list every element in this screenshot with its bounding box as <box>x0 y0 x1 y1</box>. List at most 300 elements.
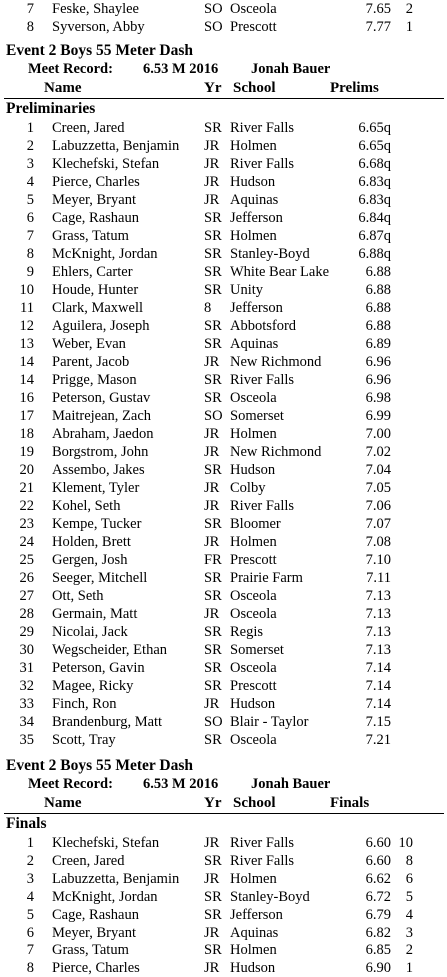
mark-cell: 7.02 <box>365 444 391 460</box>
school-cell: Holmen <box>230 942 277 959</box>
result-row <box>0 870 447 888</box>
year-cell: JR <box>204 606 220 622</box>
result-row <box>0 227 447 245</box>
meet-record-label: Meet Record: <box>28 61 113 77</box>
year-cell: SR <box>204 282 222 298</box>
place-cell: 34 <box>19 714 34 730</box>
athlete-name: Germain, Matt <box>52 606 138 622</box>
school-cell: Prescott <box>230 678 277 694</box>
year-cell: SO <box>204 408 223 424</box>
column-header <box>0 794 447 812</box>
result-row <box>0 515 447 533</box>
athlete-name: Pierce, Charles <box>52 174 140 190</box>
athlete-name: Gergen, Josh <box>52 552 128 568</box>
mark-cell: 6.88 <box>365 282 391 298</box>
school-cell: Unity <box>230 282 264 298</box>
result-row <box>0 924 447 942</box>
result-row <box>0 605 447 623</box>
header-mark: Finals <box>330 795 370 811</box>
year-cell: SR <box>204 942 222 959</box>
result-row <box>0 353 447 371</box>
mark-cell: 7.06 <box>365 498 391 514</box>
place-cell: 16 <box>19 390 34 406</box>
year-cell: SR <box>204 372 222 388</box>
athlete-name: Parent, Jacob <box>52 354 130 370</box>
mark-cell: 7.07 <box>365 516 391 532</box>
result-row <box>0 623 447 641</box>
result-row <box>0 389 447 407</box>
athlete-name: Labuzzetta, Benjamin <box>52 138 180 154</box>
meet-record-holder: Jonah Bauer <box>251 61 331 77</box>
mark-cell: 6.72 <box>365 888 391 905</box>
year-cell: JR <box>204 924 220 941</box>
year-cell: JR <box>204 696 220 712</box>
place-cell: 4 <box>26 888 34 905</box>
school-cell: Osceola <box>230 732 277 748</box>
result-row <box>0 569 447 587</box>
athlete-name: Magee, Ricky <box>52 678 134 694</box>
school-cell: Osceola <box>230 660 277 676</box>
school-cell: Colby <box>230 480 266 496</box>
athlete-name: Ehlers, Carter <box>52 264 133 280</box>
place-cell: 20 <box>19 462 34 478</box>
place-cell: 5 <box>26 192 34 208</box>
result-row <box>0 659 447 677</box>
place-cell: 30 <box>19 642 34 658</box>
place-cell: 35 <box>19 732 34 748</box>
result-row <box>0 443 447 461</box>
year-cell: SR <box>204 852 222 869</box>
school-cell: Osceola <box>230 390 277 406</box>
place-cell: 7 <box>26 1 34 17</box>
place-cell: 29 <box>19 624 34 640</box>
header-rule <box>4 813 444 814</box>
place-cell: 11 <box>20 300 34 316</box>
school-cell: River Falls <box>230 835 295 851</box>
year-cell: FR <box>204 552 222 568</box>
result-row <box>0 119 447 137</box>
year-cell: SR <box>204 660 222 676</box>
athlete-name: Brandenburg, Matt <box>52 714 163 730</box>
year-cell: JR <box>204 192 220 208</box>
athlete-name: Wegscheider, Ethan <box>52 642 168 658</box>
result-row <box>0 155 447 173</box>
mark-cell: 6.90 <box>365 960 391 977</box>
school-cell: New Richmond <box>230 354 322 370</box>
mark-cell: 6.79 <box>365 906 391 923</box>
athlete-name: Kohel, Seth <box>52 498 121 514</box>
place-cell: 12 <box>19 318 34 334</box>
school-cell: Holmen <box>230 426 277 442</box>
result-row <box>0 677 447 695</box>
athlete-name: Maitrejean, Zach <box>52 408 152 424</box>
place-cell: 22 <box>19 498 34 514</box>
school-cell: White Bear Lake <box>230 264 330 280</box>
place-cell: 10 <box>19 282 34 298</box>
place-cell: 32 <box>19 678 34 694</box>
school-cell: Abbotsford <box>230 318 297 334</box>
result-row <box>0 461 447 479</box>
event-title: Event 2 Boys 55 Meter Dash <box>6 757 193 774</box>
year-cell: JR <box>204 174 220 190</box>
meet-record-label: Meet Record: <box>28 776 113 792</box>
athlete-name: Syverson, Abby <box>52 19 145 35</box>
place-cell: 7 <box>26 228 34 244</box>
school-cell: Blair - Taylor <box>230 714 309 730</box>
year-cell: JR <box>204 156 220 172</box>
place-cell: 4 <box>26 174 34 190</box>
school-cell: Jefferson <box>230 210 283 226</box>
school-cell: Aquinas <box>230 924 279 941</box>
year-cell: JR <box>204 870 220 887</box>
school-cell: Holmen <box>230 870 277 887</box>
place-cell: 18 <box>19 426 34 442</box>
year-cell: JR <box>204 426 220 442</box>
year-cell: JR <box>204 835 220 851</box>
place-cell: 2 <box>26 138 34 154</box>
place-cell: 8 <box>26 19 34 35</box>
mark-cell: 7.14 <box>365 660 391 676</box>
year-cell: SR <box>204 570 222 586</box>
athlete-name: Meyer, Bryant <box>52 924 136 941</box>
mark-cell: 7.65 <box>365 1 391 17</box>
year-cell: JR <box>204 354 220 370</box>
athlete-name: Cage, Rashaun <box>52 210 139 226</box>
year-cell: JR <box>204 498 220 514</box>
place-cell: 9 <box>26 264 34 280</box>
mark-cell: 6.60 <box>365 835 391 851</box>
section-title: Preliminaries <box>6 100 96 117</box>
school-cell: Hudson <box>230 696 276 712</box>
school-cell: Bloomer <box>230 516 281 532</box>
year-cell: JR <box>204 534 220 550</box>
result-row <box>0 425 447 443</box>
school-cell: River Falls <box>230 498 295 514</box>
mark-cell: 6.88 <box>365 264 391 280</box>
year-cell: SO <box>204 19 223 35</box>
header-rule <box>4 98 444 99</box>
points-cell: 8 <box>405 852 413 869</box>
mark-cell: 7.08 <box>365 534 391 550</box>
year-cell: SR <box>204 516 222 532</box>
school-cell: Aquinas <box>230 192 279 208</box>
athlete-name: Borgstrom, John <box>52 444 149 460</box>
mark-cell: 7.00 <box>365 426 391 442</box>
place-cell: 26 <box>19 570 34 586</box>
mark-cell: 6.62 <box>365 870 391 887</box>
mark-cell: 7.14 <box>365 678 391 694</box>
mark-cell: 6.60 <box>365 852 391 869</box>
place-cell: 8 <box>26 246 34 262</box>
athlete-name: Finch, Ron <box>52 696 117 712</box>
year-cell: SR <box>204 228 222 244</box>
school-cell: Somerset <box>230 408 284 424</box>
points-cell: 3 <box>405 924 413 941</box>
place-cell: 33 <box>19 696 34 712</box>
result-row <box>0 407 447 425</box>
points-cell: 10 <box>398 835 413 851</box>
result-row <box>0 497 447 515</box>
year-cell: SR <box>204 624 222 640</box>
result-row <box>0 906 447 924</box>
year-cell: SR <box>204 588 222 604</box>
athlete-name: Nicolai, Jack <box>52 624 128 640</box>
school-cell: Holmen <box>230 534 277 550</box>
section-title: Finals <box>6 815 47 832</box>
school-cell: River Falls <box>230 852 295 869</box>
year-cell: SO <box>204 714 223 730</box>
result-row <box>0 209 447 227</box>
points-cell: 2 <box>405 1 413 17</box>
result-row <box>0 281 447 299</box>
result-row <box>0 587 447 605</box>
place-cell: 24 <box>19 534 34 550</box>
athlete-name: Grass, Tatum <box>52 228 129 244</box>
result-row <box>0 479 447 497</box>
athlete-name: Ott, Seth <box>52 588 104 604</box>
year-cell: SO <box>204 1 223 17</box>
mark-cell: 6.98 <box>365 390 391 406</box>
school-cell: Holmen <box>230 138 277 154</box>
result-row <box>0 137 447 155</box>
year-cell: SR <box>204 336 222 352</box>
athlete-name: Weber, Evan <box>52 336 126 352</box>
year-cell: SR <box>204 390 222 406</box>
mark-cell: 6.99 <box>365 408 391 424</box>
mark-cell: 6.88 <box>365 318 391 334</box>
school-cell: Jefferson <box>230 906 283 923</box>
athlete-name: McKnight, Jordan <box>52 888 158 905</box>
result-row <box>0 317 447 335</box>
school-cell: Stanley-Boyd <box>230 888 310 905</box>
mark-cell: 6.88 <box>365 300 391 316</box>
mark-cell: 7.13 <box>365 642 391 658</box>
result-row <box>0 245 447 263</box>
place-cell: 13 <box>19 336 34 352</box>
year-cell: JR <box>204 480 220 496</box>
place-cell: 7 <box>26 942 34 959</box>
athlete-name: Peterson, Gavin <box>52 660 145 676</box>
athlete-name: Klement, Tyler <box>52 480 140 496</box>
points-cell: 6 <box>405 870 413 887</box>
result-row <box>0 713 447 731</box>
athlete-name: Creen, Jared <box>52 852 125 869</box>
year-cell: SR <box>204 642 222 658</box>
result-row <box>0 641 447 659</box>
year-cell: SR <box>204 732 222 748</box>
mark-cell: 6.96 <box>365 354 391 370</box>
mark-cell: 7.04 <box>365 462 391 478</box>
mark-cell: 7.14 <box>365 696 391 712</box>
place-cell: 3 <box>26 870 34 887</box>
school-cell: Prairie Farm <box>230 570 303 586</box>
athlete-name: Klechefski, Stefan <box>52 835 160 851</box>
athlete-name: Pierce, Charles <box>52 960 140 977</box>
place-cell: 28 <box>19 606 34 622</box>
result-row <box>0 941 447 959</box>
place-cell: 2 <box>26 852 34 869</box>
athlete-name: Clark, Maxwell <box>52 300 144 316</box>
school-cell: River Falls <box>230 120 295 136</box>
school-cell: Hudson <box>230 174 276 190</box>
mark-cell: 6.65q <box>358 138 391 154</box>
meet-record-mark: 6.53 M 2016 <box>143 61 219 77</box>
school-cell: Aquinas <box>230 336 279 352</box>
athlete-name: Scott, Tray <box>52 732 116 748</box>
place-cell: 6 <box>26 924 34 941</box>
mark-cell: 6.82 <box>365 924 391 941</box>
mark-cell: 6.84q <box>358 210 391 226</box>
result-row <box>0 533 447 551</box>
header-school: School <box>233 80 276 96</box>
school-cell: Hudson <box>230 960 276 977</box>
place-cell: 23 <box>19 516 34 532</box>
school-cell: Regis <box>230 624 264 640</box>
result-row <box>0 731 447 749</box>
mark-cell: 7.05 <box>365 480 391 496</box>
result-row <box>0 263 447 281</box>
athlete-name: McKnight, Jordan <box>52 246 158 262</box>
result-row <box>0 888 447 906</box>
place-cell: 17 <box>19 408 34 424</box>
result-row <box>0 834 447 852</box>
place-cell: 1 <box>26 120 34 136</box>
result-row <box>0 335 447 353</box>
mark-cell: 6.83q <box>358 192 391 208</box>
athlete-name: Kempe, Tucker <box>52 516 142 532</box>
school-cell: Holmen <box>230 228 277 244</box>
school-cell: Hudson <box>230 462 276 478</box>
school-cell: Osceola <box>230 1 277 17</box>
place-cell: 5 <box>26 906 34 923</box>
place-cell: 14 <box>19 372 34 388</box>
points-cell: 2 <box>405 942 413 959</box>
place-cell: 19 <box>19 444 34 460</box>
school-cell: River Falls <box>230 156 295 172</box>
year-cell: JR <box>204 444 220 460</box>
athlete-name: Grass, Tatum <box>52 942 129 959</box>
result-row <box>0 695 447 713</box>
points-cell: 5 <box>405 888 413 905</box>
mark-cell: 7.21 <box>365 732 391 748</box>
mark-cell: 6.85 <box>365 942 391 959</box>
year-cell: SR <box>204 120 222 136</box>
mark-cell: 7.13 <box>365 624 391 640</box>
year-cell: JR <box>204 138 220 154</box>
place-cell: 3 <box>26 156 34 172</box>
year-cell: SR <box>204 678 222 694</box>
points-cell: 1 <box>405 960 413 977</box>
school-cell: Jefferson <box>230 300 283 316</box>
athlete-name: Meyer, Bryant <box>52 192 136 208</box>
header-yr: Yr <box>204 80 222 96</box>
event-title: Event 2 Boys 55 Meter Dash <box>6 42 193 59</box>
mark-cell: 6.68q <box>358 156 391 172</box>
place-cell: 31 <box>19 660 34 676</box>
athlete-name: Feske, Shaylee <box>52 1 139 17</box>
athlete-name: Houde, Hunter <box>52 282 139 298</box>
athlete-name: Holden, Brett <box>52 534 131 550</box>
place-cell: 21 <box>19 480 34 496</box>
mark-cell: 6.87q <box>358 228 391 244</box>
result-row <box>0 0 447 18</box>
mark-cell: 7.11 <box>366 570 391 586</box>
mark-cell: 6.96 <box>365 372 391 388</box>
result-row <box>0 551 447 569</box>
result-row <box>0 191 447 209</box>
place-cell: 8 <box>26 960 34 977</box>
year-cell: SR <box>204 264 222 280</box>
school-cell: River Falls <box>230 372 295 388</box>
school-cell: Somerset <box>230 642 284 658</box>
result-row <box>0 852 447 870</box>
school-cell: Stanley-Boyd <box>230 246 310 262</box>
year-cell: 8 <box>204 300 212 316</box>
year-cell: SR <box>204 246 222 262</box>
place-cell: 1 <box>26 835 34 851</box>
header-name: Name <box>44 795 82 811</box>
result-row <box>0 173 447 191</box>
place-cell: 25 <box>19 552 34 568</box>
mark-cell: 6.65q <box>358 120 391 136</box>
athlete-name: Prigge, Mason <box>52 372 137 388</box>
header-school: School <box>233 795 276 811</box>
athlete-name: Cage, Rashaun <box>52 906 139 923</box>
meet-record-holder: Jonah Bauer <box>251 776 331 792</box>
school-cell: Osceola <box>230 606 277 622</box>
school-cell: Prescott <box>230 19 277 35</box>
school-cell: Osceola <box>230 588 277 604</box>
athlete-name: Klechefski, Stefan <box>52 156 160 172</box>
result-row <box>0 18 447 36</box>
mark-cell: 6.88q <box>358 246 391 262</box>
year-cell: SR <box>204 888 222 905</box>
athlete-name: Creen, Jared <box>52 120 125 136</box>
mark-cell: 7.10 <box>365 552 391 568</box>
result-row <box>0 371 447 389</box>
year-cell: SR <box>204 318 222 334</box>
athlete-name: Assembo, Jakes <box>52 462 145 478</box>
school-cell: Prescott <box>230 552 277 568</box>
school-cell: New Richmond <box>230 444 322 460</box>
header-yr: Yr <box>204 795 222 811</box>
mark-cell: 6.89 <box>365 336 391 352</box>
meet-record-mark: 6.53 M 2016 <box>143 776 219 792</box>
athlete-name: Abraham, Jaedon <box>52 426 154 442</box>
athlete-name: Aguilera, Joseph <box>52 318 150 334</box>
result-row <box>0 299 447 317</box>
mark-cell: 7.13 <box>365 588 391 604</box>
header-name: Name <box>44 80 82 96</box>
year-cell: SR <box>204 906 222 923</box>
place-cell: 14 <box>19 354 34 370</box>
mark-cell: 7.15 <box>365 714 391 730</box>
place-cell: 27 <box>19 588 34 604</box>
result-row <box>0 959 447 977</box>
place-cell: 6 <box>26 210 34 226</box>
athlete-name: Seeger, Mitchell <box>52 570 148 586</box>
points-cell: 1 <box>405 19 413 35</box>
athlete-name: Peterson, Gustav <box>52 390 151 406</box>
mark-cell: 7.77 <box>365 19 391 35</box>
mark-cell: 7.13 <box>365 606 391 622</box>
header-mark: Prelims <box>330 80 379 96</box>
year-cell: SR <box>204 462 222 478</box>
points-cell: 4 <box>405 906 413 923</box>
mark-cell: 6.83q <box>358 174 391 190</box>
athlete-name: Labuzzetta, Benjamin <box>52 870 180 887</box>
column-header <box>0 79 447 97</box>
